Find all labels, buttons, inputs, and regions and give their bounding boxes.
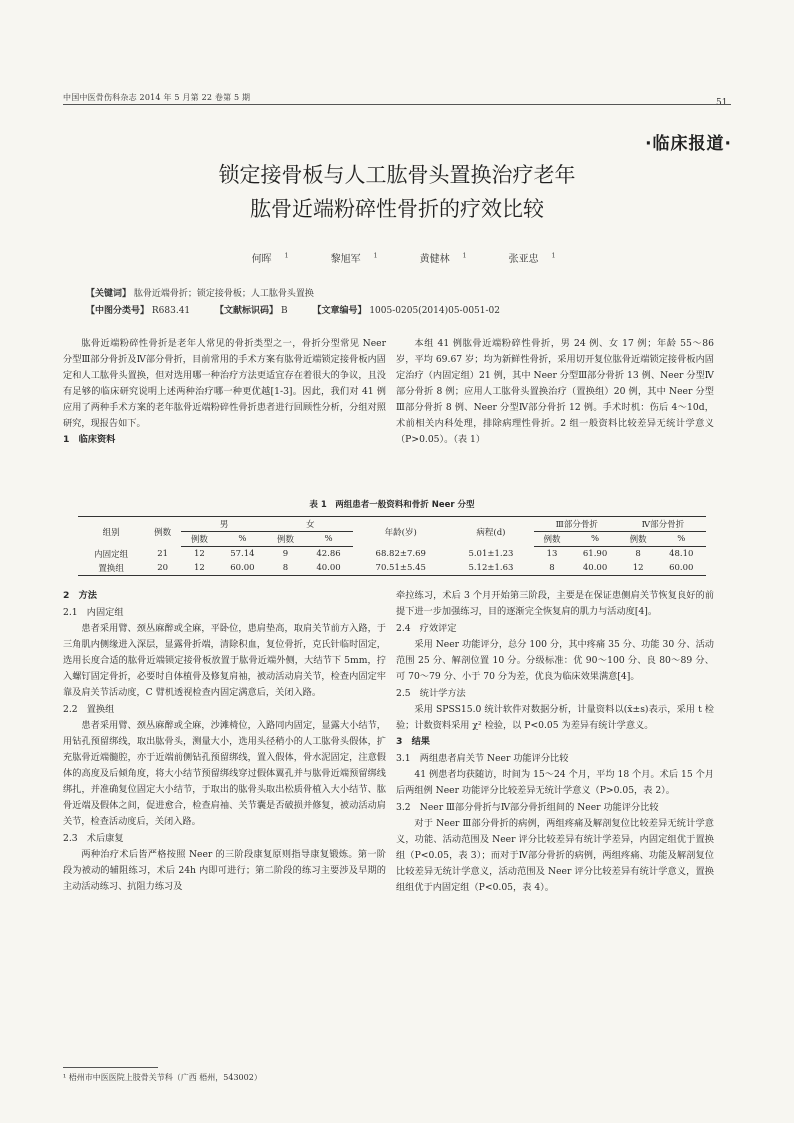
col-neer4-pct: % — [656, 532, 706, 547]
cell-neer3-n: 13 — [546, 548, 558, 559]
author-name: 张亚忠 — [508, 254, 539, 265]
cell-male-n: 12 — [181, 561, 218, 576]
section-2-heading: 2 方法 — [63, 590, 97, 601]
cell-age: 70.51±5.45 — [353, 561, 448, 576]
section-2-3-text: 两种治疗术后皆严格按照 Neer 的三阶段康复原则指导康复锻炼。第一阶段为被动的辅阻练习，术后 24h 内即可进行；第二阶段的练习主要涉及早期的主动活动练习、抗阻力练习及 — [63, 849, 386, 892]
affiliation-mark: 1 — [551, 252, 556, 260]
cell-female-pct: 42.86 — [316, 548, 341, 559]
cell-neer4-n: 12 — [620, 561, 657, 576]
section-2-2-heading: 2.2 置换组 — [63, 704, 115, 715]
page-number: 51 — [716, 98, 728, 108]
author-name: 黎旭军 — [330, 254, 361, 265]
col-female-pct: % — [304, 532, 353, 547]
general-data-table — [78, 516, 706, 576]
section-2-2-text: 患者采用臂、颈丛麻醉或全麻，沙滩椅位，入路同内固定，显露大小结节，用钻孔预留绑线，取出肱骨头，测量大小，选用头径稍小的人工肱骨头假体，扩充肱骨近端髓腔，亦于近端前侧钻孔预留绑线，置入假体，骨水泥固定，注意假体的高度及后倾角度，将大小结节预留绑线穿过假体翼孔并与肱骨近端预留绑线绑扎，并准确复位固定大小结节，于取出的肱骨头取出松质骨植入大小结节、肱骨近端及假体之间，促进愈合，检查肩袖、关节囊是否破损并修复，被动活动肩关节，检查活动度后，关闭入路。 — [63, 720, 386, 827]
article-number-label: 【文章编号】 — [312, 306, 367, 316]
title-line-1: 锁定接骨板与人工肱骨头置换治疗老年 — [218, 163, 576, 187]
right-column-bottom — [396, 588, 714, 896]
author — [496, 254, 556, 265]
cell-female-pct: 40.00 — [304, 561, 353, 576]
left-column-top — [63, 336, 386, 448]
affiliation-mark: 1 — [462, 252, 467, 260]
table-1 — [78, 498, 706, 576]
section-2-4-text: 采用 Neer 功能评分，总分 100 分，其中疼痛 35 分、功能 30 分、活动范围 25 分、解剖位置 10 分。分级标准：优 90～100 分、良 80～89 分、可 70～79 分、小于 70 分为差，优良为临床效果满意[4]。 — [396, 639, 714, 682]
running-head: 中国中医骨伤科杂志 2014 年 5 月第 22 卷第 5 期 — [63, 93, 251, 102]
col-neer3-pct: % — [570, 532, 619, 547]
section-2-4-heading: 2.4 疗效评定 — [396, 623, 457, 634]
footnote-affiliation: ¹ 梧州市中医医院上肢骨关节科（广西 梧州，543002） — [63, 1073, 262, 1082]
article-number: 1005-0205(2014)05-0051-02 — [369, 306, 500, 316]
keywords-row — [86, 286, 500, 303]
section-2-3-continued: 牵拉练习，术后 3 个月开始第三阶段，主要是在保证患侧肩关节恢复良好的前提下进一步加强练习，目的逐渐完全恢复肩的肌力与活动度[4]。 — [396, 590, 714, 617]
section-3-2-text: 对于 Neer Ⅲ部分骨折的病例，两组疼痛及解剖复位比较差异无统计学意义，功能、活动范围及 Neer 评分比较差异有统计学差异，内固定组优于置换组（P<0.05，表 3）；而对于Ⅳ部分骨折的病例，两组疼痛、功能及解剖复位比较差异无统计学意义，活动范围及 Neer 评分比较差异有统计学意义，置换组组优于内固定组（P<0.05，表 4）。 — [396, 818, 714, 893]
cell-cases: 21 — [157, 548, 169, 559]
cell-neer4-n: 8 — [635, 548, 641, 559]
section-3-1-text: 41 例患者均获随访，时间为 15～24 个月，平均 18 个月。术后 15 个月后两组例 Neer 功能评分比较差异无统计学意义（P>0.05，表 2）。 — [396, 769, 714, 796]
document-code: B — [280, 306, 288, 316]
cell-neer3-pct: 61.90 — [582, 548, 608, 559]
section-3-1-heading: 3.1 两组患者肩关节 Neer 功能评分比较 — [396, 753, 569, 764]
author — [318, 254, 378, 265]
header-rule — [63, 104, 731, 105]
col-neer4: Ⅳ部分骨折 — [620, 517, 706, 532]
affiliation-mark: 1 — [373, 252, 378, 260]
cell-neer4-pct: 60.00 — [656, 561, 706, 576]
section-tag: ·临床报道· — [645, 134, 732, 154]
cell-neer4-pct: 48.10 — [669, 548, 694, 559]
intro-paragraph: 肱骨近端粉碎性骨折是老年人常见的骨折类型之一，骨折分型常见 Neer 分型Ⅲ部分骨折及Ⅳ部分骨折，目前常用的手术方案有肱骨近端锁定接骨板内固定和人工肱骨头置换，但对选用哪一种治疗方法更适宜存在着很大的争议，且没有足够的临床研究说明上述两种治疗哪一种更优越[1-3]。因此，我们对 41 例应用了两种手术方案的老年肱骨近端粉碎性骨折患者进行回顾性分析，分组对照研究，现报告如下。 — [63, 338, 386, 429]
col-neer3: Ⅲ部分骨折 — [534, 517, 620, 532]
col-male: 男 — [181, 517, 267, 532]
cell-group: 内固定组 — [94, 549, 129, 560]
col-neer3-n: 例数 — [534, 532, 571, 547]
cell-male-n: 12 — [193, 548, 205, 559]
col-cases: 例数 — [144, 517, 181, 547]
col-group: 组别 — [78, 517, 144, 547]
section-2-1-text: 患者采用臂、颈丛麻醉或全麻，平卧位，患肩垫高，取肩关节前方入路，于三角肌内侧缘进入深层，显露骨折端，清除积血，复位骨折，克氏针临时固定，选用长度合适的肱骨近端锁定接骨板放置于肱骨近端外侧，大结节下 5mm，拧入螺钉固定骨折，必要时自体植骨及修复肩袖，被动活动肩关节，检查内固定牢靠及肩关节活动度，C 臂机透视检查内固定满意后，关闭入路。 — [63, 623, 386, 698]
keywords-label: 【关键词】 — [86, 289, 132, 299]
classification-row — [86, 303, 500, 320]
article-metadata — [86, 286, 500, 320]
section-3-2-heading: 3.2 Neer Ⅲ部分骨折与Ⅳ部分骨折组间的 Neer 功能评分比较 — [396, 802, 659, 813]
section-2-5-text: 采用 SPSS15.0 统计软件对数据分析，计量资料以(x̄±s)表示，采用 t 检验；计数资料采用 χ² 检验，以 P<0.05 为差异有统计学意义。 — [396, 704, 714, 731]
cell-male-pct: 60.00 — [218, 561, 267, 576]
col-neer4-n: 例数 — [620, 532, 657, 547]
table-caption: 表 1 两组患者一般资料和骨折 Neer 分型 — [309, 500, 475, 510]
article-title — [0, 158, 794, 226]
cell-neer3-pct: 40.00 — [570, 561, 619, 576]
author-name: 何晖 — [251, 254, 272, 265]
section-2-1-heading: 2.1 内固定组 — [63, 607, 124, 618]
col-male-pct: % — [218, 532, 267, 547]
col-course: 病程(d) — [448, 517, 533, 547]
table-row — [78, 547, 706, 561]
author-list — [0, 250, 794, 265]
keywords: 肱骨近端骨折；锁定接骨板；人工肱骨头置换 — [133, 289, 314, 299]
author-name: 黄健林 — [419, 254, 450, 265]
affiliation-mark: 1 — [284, 252, 289, 260]
left-column-bottom — [63, 588, 386, 895]
cell-female-n: 9 — [282, 548, 289, 559]
footnote-rule — [63, 1067, 158, 1068]
table-row — [78, 561, 706, 576]
right-column-top — [396, 336, 714, 448]
clc-number: R683.41 — [151, 306, 191, 316]
document-code-label: 【文献标识码】 — [215, 306, 279, 316]
cell-age: 68.82±7.69 — [375, 548, 426, 559]
clinical-data-paragraph: 本组 41 例肱骨近端粉碎性骨折，男 24 例、女 17 例；年龄 55～86 岁，平均 69.67 岁；均为新鲜性骨折，采用切开复位肱骨近端锁定接骨板内固定治疗（内固定组）21 例，其中 Neer 分型Ⅲ部分骨折 13 例、Neer 分型Ⅳ部分骨折 8 例；应用人工肱骨头置换治疗（置换组）20 例，其中 Neer 分型Ⅲ部分骨折 8 例、Neer 分型Ⅳ部分骨折 12 例。手术时机：伤后 4～10d，术前相关内科处理，排除病理性骨折。2 组一般资料比较差异无统计学意义（P>0.05）。（表 1） — [396, 338, 714, 445]
title-line-2: 肱骨近端粉碎性骨折的疗效比较 — [250, 197, 544, 221]
section-3-heading: 3 结果 — [396, 736, 430, 747]
author — [239, 254, 289, 265]
cell-male-pct: 57.14 — [230, 548, 255, 559]
cell-course: 5.12±1.63 — [448, 561, 533, 576]
cell-neer3-n: 8 — [534, 561, 571, 576]
cell-female-n: 8 — [267, 561, 304, 576]
cell-course: 5.01±1.23 — [468, 548, 514, 559]
section-2-3-heading: 2.3 术后康复 — [63, 833, 124, 844]
section-1-heading: 1 临床资料 — [63, 434, 116, 445]
col-female: 女 — [267, 517, 353, 532]
col-age: 年龄(岁) — [353, 517, 448, 547]
col-female-n: 例数 — [267, 532, 304, 547]
clc-label: 【中图分类号】 — [86, 306, 150, 316]
col-male-n: 例数 — [181, 532, 218, 547]
cell-cases: 20 — [144, 561, 181, 576]
section-2-5-heading: 2.5 统计学方法 — [396, 688, 466, 699]
author — [407, 254, 467, 265]
cell-group: 置换组 — [78, 561, 144, 576]
